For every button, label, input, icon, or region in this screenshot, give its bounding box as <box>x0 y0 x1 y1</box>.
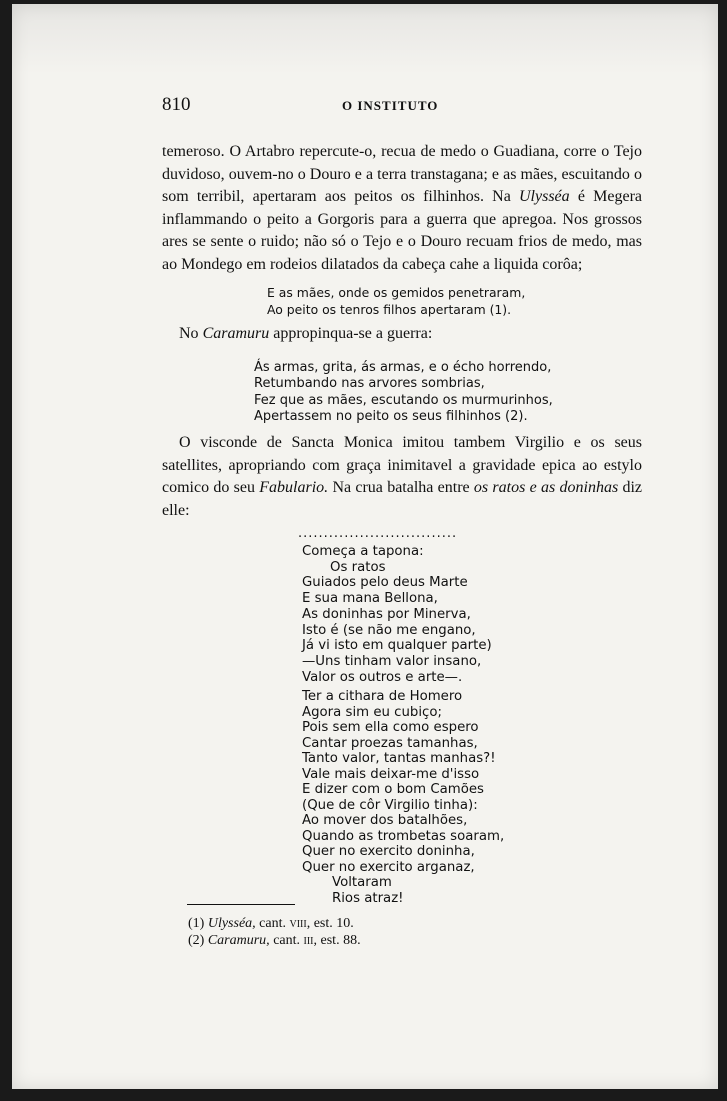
verse-line: (Que de côr Virgilio tinha): <box>302 797 478 813</box>
footnote-2 <box>188 932 361 949</box>
paragraph-1-text: temeroso. O Artabro repercute-o, recua de medo o Guadiana, corre o Tejo duvidoso, ouvem-no o Douro e a terra transtagana; e as mães, escuitando o som terribil, apertaram aos peitos os filhinhos. Na <box>162 143 642 205</box>
paragraph-3-text-end: diz elle: <box>162 479 642 519</box>
verse-line: Fez que as mães, escutando os murmurinhos, <box>254 392 553 408</box>
verse-line: Agora sim eu cubiço; <box>302 704 442 720</box>
footnote-stanza: , est. 10. <box>306 916 354 931</box>
page-number: 810 <box>162 94 191 115</box>
running-title: O INSTITUTO <box>342 98 439 113</box>
verse-line: E sua mana Bellona, <box>302 591 438 607</box>
paragraph-1-italic: Ulysséa <box>519 188 570 205</box>
footnote-rule <box>187 904 295 905</box>
verse-line: E dizer com o bom Camões <box>302 782 484 797</box>
page-header <box>162 94 642 116</box>
paragraph-3-italic: Fabulario. <box>259 479 329 496</box>
footnote-mark: (2) <box>188 933 208 948</box>
verse-line: E as mães, onde os gemidos penetraram, <box>267 285 526 300</box>
ellipsis-line: ............................... <box>298 526 458 541</box>
verse-line: Ao peito os tenros filhos apertaram (1). <box>267 301 512 317</box>
paragraph-1-text-cont: é Megera inflammando o peito a Gorgoris para a guerra que apregoa. Nos grossos ares se sente o ruido; não só o Tejo e o Douro recuam frios de medo, mas ao Mondego em rodeios dilatados da cabeça cahe a liquida corôa; <box>162 188 642 273</box>
paragraph-2-text: No <box>179 325 203 342</box>
verse-line: Ao mover dos batalhões, <box>302 813 468 828</box>
verse-quote-3 <box>302 544 492 685</box>
paragraph-1 <box>162 141 642 276</box>
paragraph-3-text: O visconde de Sancta Monica imitou tambem Virgilio e os seus satellites, apropriando com graça inimitavel a gravidade epica ao estylo comico do seu <box>162 434 642 496</box>
verse-line: Cantar proezas tamanhas, <box>302 735 478 751</box>
verse-line: Os ratos <box>330 559 386 575</box>
verse-line: Apertassem no peito os seus filhinhos (2). <box>254 408 528 424</box>
verse-line: Retumbando nas arvores sombrias, <box>254 376 485 392</box>
verse-line: Começa a tapona: <box>302 544 424 559</box>
footnote-mark: (1) <box>188 916 208 931</box>
verse-line: Rios atraz! <box>332 890 404 906</box>
book-page <box>12 4 718 1089</box>
paragraph-2-text-cont: appropinqua-se a guerra: <box>269 325 433 342</box>
verse-quote-4 <box>302 689 504 906</box>
verse-line: Guiados pelo deus Marte <box>302 575 468 591</box>
footnote-canto: viii <box>289 916 307 931</box>
verse-line: Voltaram <box>332 875 392 890</box>
paragraph-3-text-cont: Na crua batalha entre <box>328 479 474 496</box>
verse-quote-2 <box>254 360 553 425</box>
verse-line: Pois sem ella como espero <box>302 720 479 735</box>
footnote-ref: cant. <box>255 916 290 931</box>
verse-line: Ter a cithara de Homero <box>302 689 463 704</box>
verse-line: As doninhas por Minerva, <box>302 606 471 622</box>
verse-line: Quando as trombetas soaram, <box>302 828 505 844</box>
verse-line: Quer no exercito arganaz, <box>302 859 475 875</box>
footnote-stanza: , est. 88. <box>313 933 361 948</box>
paragraph-2 <box>162 323 642 346</box>
verse-line: Quer no exercito doninha, <box>302 844 475 859</box>
verse-line: Isto é (se não me engano, <box>302 622 476 638</box>
footnote-1 <box>188 915 361 932</box>
verse-line: Vale mais deixar-me d'isso <box>302 766 480 782</box>
paragraph-3 <box>162 432 642 522</box>
verse-line: Ás armas, grita, ás armas, e o écho horrendo, <box>254 360 552 375</box>
footnote-title: Ulysséa, <box>207 916 256 931</box>
paragraph-3-italic-2: os ratos e as doninhas <box>473 479 619 496</box>
verse-line: Valor os outros e arte—. <box>302 669 463 685</box>
verse-quote-1 <box>267 285 525 318</box>
paragraph-2-italic: Caramuru <box>202 325 270 342</box>
footnotes <box>188 915 361 949</box>
verse-line: Tanto valor, tantas manhas?! <box>302 751 496 766</box>
footnote-canto: iii <box>303 933 314 948</box>
verse-line: Já vi isto em qualquer parte) <box>302 638 492 654</box>
verse-line: —Uns tinham valor insano, <box>302 653 482 669</box>
footnote-title: Caramuru, <box>207 933 270 948</box>
footnote-ref: cant. <box>269 933 304 948</box>
